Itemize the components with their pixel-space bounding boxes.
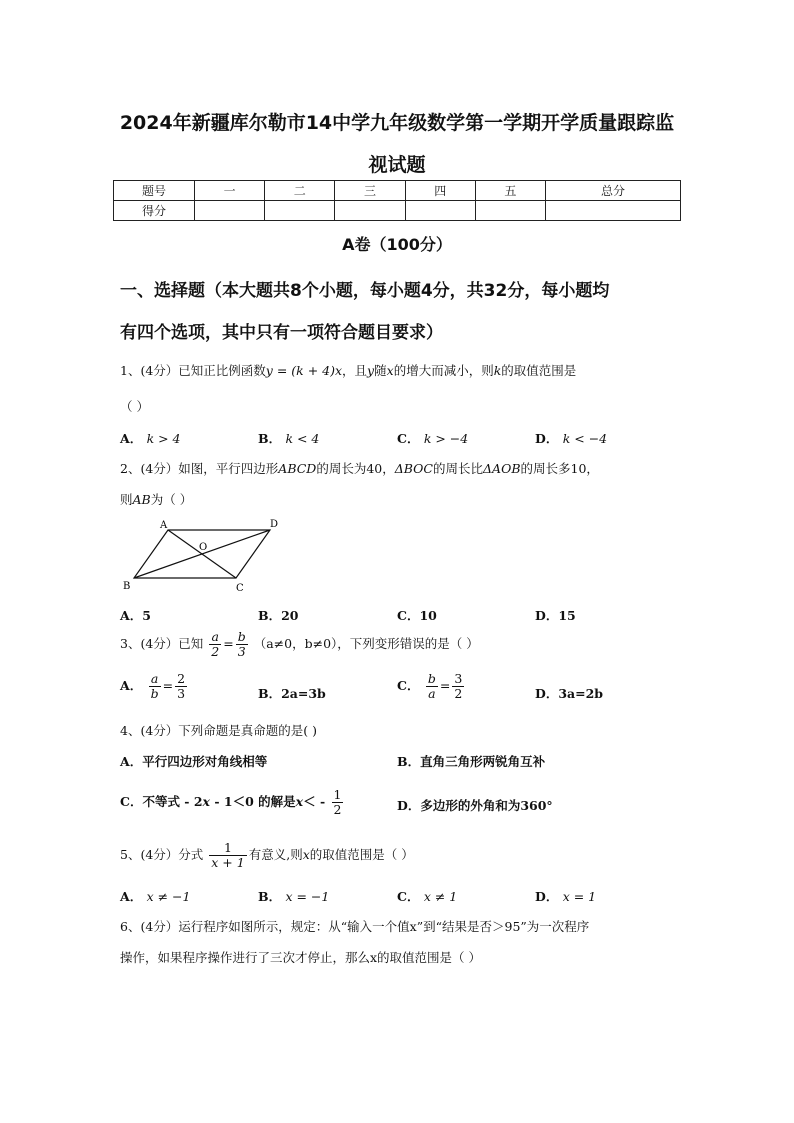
denominator: 2 (454, 686, 463, 701)
table-cell: 二 (265, 181, 335, 201)
numerator: a (209, 630, 221, 645)
q1-text: 随 (374, 363, 387, 378)
option-label: A． (120, 889, 143, 904)
question-1-paren: （ ） (120, 399, 149, 414)
option-value: k > −4 (423, 431, 469, 446)
var-x: x (302, 847, 310, 862)
fraction-a-over-2 (209, 630, 221, 659)
vertex-label-c: C (236, 583, 244, 594)
table-cell: 五 (475, 181, 545, 201)
question-6-line-2: 操作，如果程序操作进行了三次才停止，那么x的取值范围是（ ） (120, 950, 482, 965)
option-label: C． (397, 889, 420, 904)
q3-option-c[interactable] (397, 672, 466, 701)
q4-option-d[interactable]: D．多边形的外角和为360° (397, 798, 553, 813)
fraction-2-over-3 (175, 672, 187, 701)
score-table-header-row (114, 181, 681, 201)
question-2-stem (120, 459, 599, 477)
q3-option-d[interactable]: D．3a=2b (535, 686, 604, 701)
table-cell: 题号 (114, 181, 195, 201)
option-label: B． (258, 431, 282, 446)
denominator: 3 (237, 644, 246, 659)
option-value: x = 1 (562, 889, 597, 904)
q2-text: 的周长多10， (520, 461, 599, 476)
q1-text: 的取值范围是 (501, 363, 577, 378)
denominator: a (428, 686, 436, 701)
option-label: C． (397, 678, 420, 693)
option-value: x = −1 (285, 889, 330, 904)
q5-option-c[interactable] (397, 887, 457, 905)
option-label: A． (120, 431, 143, 446)
var-x: x (202, 794, 210, 809)
numerator: 1 (333, 787, 342, 802)
denominator: x + 1 (211, 855, 245, 870)
q2-option-a[interactable]: A．5 (120, 608, 151, 623)
denominator: b (150, 686, 159, 701)
q3-option-a[interactable] (120, 672, 189, 701)
vertex-label-b: B (123, 581, 131, 592)
q5-text: 有意义,则 (248, 847, 303, 862)
numerator: b (237, 629, 246, 644)
q1-option-a[interactable] (120, 429, 181, 447)
table-cell: 得分 (114, 201, 195, 221)
question-4-stem: 4、(4分）下列命题是真命题的是( ) (120, 723, 318, 738)
option-value: k < 4 (285, 431, 320, 446)
q1-option-c[interactable] (397, 429, 468, 447)
center-label-o: O (199, 542, 208, 553)
table-cell: 三 (335, 181, 405, 201)
table-cell: 一 (195, 181, 265, 201)
option-value: x ≠ 1 (423, 889, 458, 904)
q5-option-d[interactable] (535, 887, 596, 905)
equals: = (162, 678, 174, 693)
q1-var-y: y (367, 363, 375, 378)
numerator: 3 (454, 671, 463, 686)
option-label: A． (120, 678, 143, 693)
q2-boc: ΔBOC (394, 461, 433, 476)
numerator: a (149, 672, 161, 687)
table-cell: 总分 (546, 181, 681, 201)
option-label: B． (258, 889, 282, 904)
q4-option-a[interactable]: A．平行四边形对角线相等 (120, 754, 268, 769)
numerator: 2 (177, 671, 186, 686)
vertex-label-d: D (270, 519, 279, 530)
q1-prefix: 1、(4分）已知正比例函数 (120, 363, 266, 378)
q2-option-d[interactable]: D．15 (535, 608, 576, 623)
option-label: D． (535, 431, 559, 446)
score-table-score-row (114, 201, 681, 221)
fraction-1-over-x-plus-1 (209, 841, 246, 870)
q2-ab: AB (132, 492, 151, 507)
option-text: C．不等式 - 2 (120, 794, 203, 809)
score-input-cell[interactable] (475, 201, 545, 221)
volume-title: A卷（100分） (342, 235, 452, 254)
numerator: 1 (209, 841, 246, 856)
numerator: b (427, 671, 436, 686)
q3-prefix: 3、(4分）已知 (120, 636, 204, 651)
question-3-stem (120, 630, 479, 659)
q1-option-d[interactable] (535, 429, 607, 447)
score-input-cell[interactable] (335, 201, 405, 221)
option-label: D． (535, 889, 559, 904)
option-value: k > 4 (146, 431, 181, 446)
question-2-line-2 (120, 490, 192, 508)
table-cell: 四 (405, 181, 475, 201)
q2-text: 为（ ） (150, 492, 193, 507)
q2-prefix: 2、(4分）如图，平行四边形 (120, 461, 279, 476)
equals: = (223, 636, 234, 651)
q2-option-c[interactable]: C．10 (397, 608, 437, 623)
q1-var-k: k (493, 363, 502, 378)
q3-option-b[interactable]: B．2a=3b (258, 686, 326, 701)
question-1-stem (120, 361, 576, 379)
equals: = (439, 678, 451, 693)
q1-option-b[interactable] (258, 429, 319, 447)
document-title-line-2: 视试题 (368, 154, 426, 176)
denominator: 2 (211, 644, 220, 659)
score-input-cell[interactable] (546, 201, 681, 221)
q1-formula: y = (k + 4)x (265, 363, 343, 378)
vertex-label-a: A (160, 520, 168, 531)
fraction-a-over-b (149, 672, 161, 701)
score-input-cell[interactable] (195, 201, 265, 221)
question-6-line-1: 6、(4分）运行程序如图所示，规定：从“输入一个值x”到“结果是否＞95”为一次程序 (120, 919, 590, 934)
q2-abcd: ABCD (278, 461, 317, 476)
q5-option-b[interactable] (258, 887, 329, 905)
q5-prefix: 5、(4分）分式 (120, 847, 204, 862)
denominator: 3 (177, 686, 186, 701)
q1-text: 的增大而减小，则 (393, 363, 494, 378)
option-label: C． (397, 431, 420, 446)
fraction-b-over-3 (236, 630, 248, 659)
question-5-stem (120, 841, 414, 870)
score-input-cell[interactable] (405, 201, 475, 221)
score-table (113, 180, 681, 221)
fraction-1-over-2 (332, 788, 344, 817)
q5-option-a[interactable] (120, 887, 190, 905)
fraction-b-over-a (426, 672, 438, 701)
q2-text: 则 (120, 492, 133, 507)
score-input-cell[interactable] (265, 201, 335, 221)
var-x: x (295, 794, 304, 809)
section-heading-line-1: 一、选择题（本大题共8个小题，每小题4分，共32分，每小题均 (120, 281, 610, 301)
diagonal-bd (134, 530, 270, 578)
parallelogram-figure (118, 516, 288, 596)
q4-option-c[interactable] (120, 788, 345, 817)
option-text: ＜ - (303, 794, 326, 809)
document-title-line-1: 2024年新疆库尔勒市14中学九年级数学第一学期开学质量跟踪监 (119, 112, 675, 134)
q2-option-b[interactable]: B．20 (258, 608, 299, 623)
option-text: - 1＜0 的解是 (210, 794, 296, 809)
q2-text: 的周长比 (433, 461, 484, 476)
denominator: 2 (333, 802, 342, 817)
option-value: x ≠ −1 (146, 889, 191, 904)
q4-option-b[interactable]: B．直角三角形两锐角互补 (397, 754, 546, 769)
q1-text: ，且 (342, 363, 368, 378)
q5-text: 的取值范围是（ ） (309, 847, 414, 862)
q1-var-x: x (386, 363, 394, 378)
q2-aob: ΔAOB (483, 461, 521, 476)
fraction-3-over-2 (452, 672, 464, 701)
q2-text: 的周长为40， (316, 461, 395, 476)
section-heading-line-2: 有四个选项，其中只有一项符合题目要求） (120, 323, 443, 343)
option-value: k < −4 (562, 431, 608, 446)
q3-condition: （a≠0，b≠0），下列变形错误的是（ ） (253, 636, 479, 651)
